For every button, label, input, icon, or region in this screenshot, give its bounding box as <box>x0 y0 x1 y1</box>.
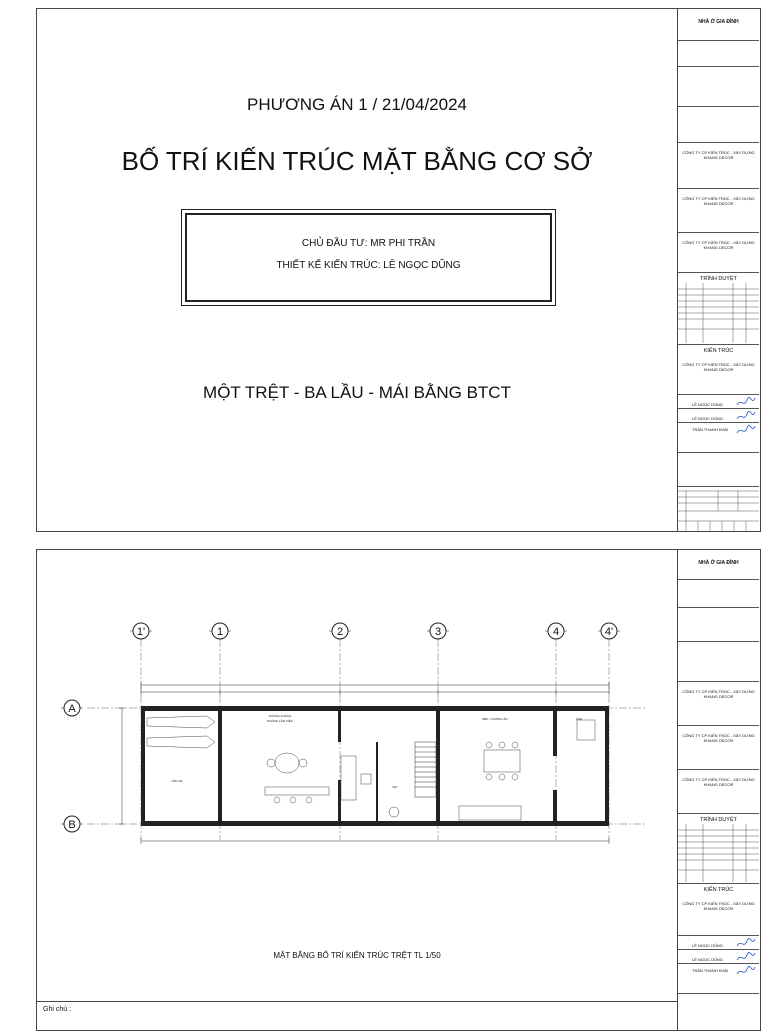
tb-sign-cell <box>678 936 759 950</box>
signature-icon <box>736 937 756 949</box>
signature-icon <box>736 396 756 408</box>
tb-approval-cell <box>678 273 759 345</box>
grid-label-B: B <box>68 819 76 831</box>
plan-drawing-area <box>37 550 678 1030</box>
tb-company-name: CÔNG TY CP KIẾN TRÚC - XÂY DỰNG KHANG DECOR <box>682 362 755 372</box>
tb-cell <box>678 107 759 143</box>
walls <box>141 706 609 826</box>
designer-label: THIẾT KẾ KIẾN TRÚC: LÊ NGỌC DŨNG <box>276 260 461 271</box>
tb-discipline-label: KIẾN TRÚC <box>703 348 734 354</box>
tb-company-name: CÔNG TY CP KIẾN TRÚC - XÂY DỰNG KHANG DECOR <box>682 150 755 160</box>
tb-cell <box>678 67 759 107</box>
tb-company-cell <box>678 726 759 770</box>
tb-cell <box>678 994 759 1030</box>
living-room-furniture <box>265 753 399 817</box>
tb-project-cell <box>678 9 759 41</box>
tb-company-name: CÔNG TY CP KIẾN TRÚC - XÂY DỰNG KHANG DECOR <box>682 733 755 743</box>
title-block <box>678 9 759 531</box>
tb-approval-label: TRÌNH DUYỆT <box>700 276 737 282</box>
tb-discipline-cell <box>678 345 759 395</box>
signature-icon <box>736 410 756 422</box>
cover-sheet <box>36 8 761 532</box>
room-label-wc: WC <box>392 785 398 789</box>
grid-label-4p: 4' <box>604 626 614 638</box>
floor-plan-drawing <box>37 550 677 1000</box>
tb-revision-table <box>678 824 759 882</box>
room-label-garage: SÂN XE <box>171 779 183 783</box>
grid-label-1: 1 <box>216 626 224 638</box>
cover-drawing-area <box>37 9 678 531</box>
staircase <box>415 742 436 797</box>
tb-discipline-label: KIẾN TRÚC <box>703 887 734 893</box>
tb-signer-name: LÊ NGỌC DŨNG <box>692 957 723 962</box>
tb-signer-name: TRẦN THANH KHẢI <box>692 427 729 432</box>
room-label-yard: SÂN <box>575 717 583 721</box>
tb-cell <box>678 608 759 642</box>
tb-project-cell <box>678 550 759 580</box>
tb-company-name: CÔNG TY CP KIẾN TRÚC - XÂY DỰNG KHANG DECOR <box>682 689 755 699</box>
tb-cell <box>678 580 759 608</box>
tb-project-name: NHÀ Ở GIA ĐÌNH <box>698 560 739 566</box>
scheme-date-label: PHƯƠNG ÁN 1 / 21/04/2024 <box>247 95 467 114</box>
tb-approval-cell <box>678 814 759 884</box>
signature-icon <box>736 965 756 977</box>
tb-sheet-table <box>678 487 759 531</box>
grid-label-4: 4 <box>552 626 560 638</box>
room-label-living: PHÒNG KHÁCH <box>268 714 292 718</box>
tb-company-name: CÔNG TY CP KIẾN TRÚC - XÂY DỰNG KHANG DECOR <box>682 901 755 911</box>
signature-icon <box>736 951 756 963</box>
owner-label: CHỦ ĐẦU TƯ: MR PHI TRẦN <box>301 238 436 249</box>
signature-icon <box>736 424 756 436</box>
grid-label-1p: 1' <box>136 626 146 638</box>
tb-cell <box>678 453 759 487</box>
room-label-office: PHÒNG LÀM VIỆC <box>267 719 293 723</box>
cars <box>147 716 215 748</box>
room-label-kitchen: BẾP + PHÒNG ĂN <box>482 717 508 721</box>
tb-company-cell <box>678 189 759 233</box>
tb-company-cell <box>678 770 759 814</box>
notes-row <box>37 1001 677 1031</box>
tb-approval-label: TRÌNH DUYỆT <box>700 817 737 823</box>
cover-title: BỐ TRÍ KIẾN TRÚC MẶT BẰNG CƠ SỞ <box>121 146 593 176</box>
notes-label: Ghi chú : <box>43 1006 72 1013</box>
building-description: MỘT TRỆT - BA LẦU - MÁI BẰNG BTCT <box>203 383 511 402</box>
tb-cell <box>678 642 759 682</box>
tb-sign-cell <box>678 964 759 994</box>
tb-signer-name: LÊ NGỌC DŨNG <box>692 402 723 407</box>
grid-lines <box>87 639 647 840</box>
tb-signer-name: LÊ NGỌC DŨNG <box>692 943 723 948</box>
tb-company-cell <box>678 233 759 273</box>
plan-caption: MẶT BẰNG BỐ TRÍ KIẾN TRÚC TRỆT TL 1/50 <box>273 951 441 960</box>
tb-project-name: NHÀ Ở GIA ĐÌNH <box>698 19 739 25</box>
tb-sign-cell <box>678 409 759 423</box>
tb-sign-cell <box>678 950 759 964</box>
tb-company-cell <box>678 143 759 189</box>
grid-label-3: 3 <box>434 626 442 638</box>
tb-sign-cell <box>678 395 759 409</box>
kitchen-furniture <box>459 720 595 820</box>
tb-cell <box>678 41 759 67</box>
grid-label-A: A <box>68 703 76 715</box>
tb-revision-table <box>678 283 759 343</box>
plan-sheet <box>36 549 761 1031</box>
tb-company-cell <box>678 682 759 726</box>
grid-label-2: 2 <box>336 626 344 638</box>
tb-sign-cell <box>678 423 759 453</box>
credits-box <box>181 209 556 306</box>
tb-signer-name: TRẦN THANH KHẢI <box>692 968 729 973</box>
title-block <box>678 550 759 1030</box>
tb-company-name: CÔNG TY CP KIẾN TRÚC - XÂY DỰNG KHANG DECOR <box>682 196 755 206</box>
tb-signer-name: LÊ NGỌC DŨNG <box>692 416 723 421</box>
tb-company-name: CÔNG TY CP KIẾN TRÚC - XÂY DỰNG KHANG DECOR <box>682 240 755 250</box>
tb-discipline-cell <box>678 884 759 936</box>
tb-company-name: CÔNG TY CP KIẾN TRÚC - XÂY DỰNG KHANG DECOR <box>682 777 755 787</box>
